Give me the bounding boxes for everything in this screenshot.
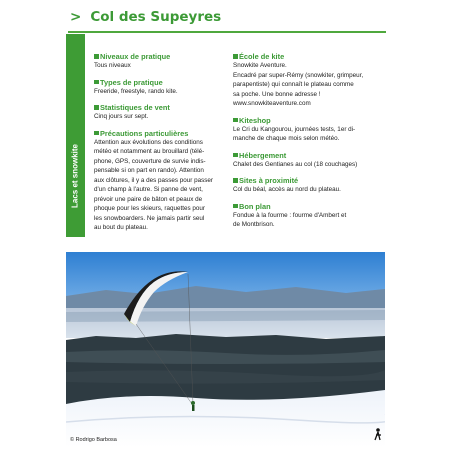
section-heading: Hébergement xyxy=(233,151,378,160)
rider xyxy=(191,401,195,405)
section-heading: Précautions particulières xyxy=(94,129,234,138)
square-bullet-icon xyxy=(233,54,238,59)
section-body: Freeride, freestyle, rando kite. xyxy=(94,87,178,95)
title-text: Col des Supeyres xyxy=(90,9,222,25)
left-column xyxy=(94,52,234,240)
photo-credit: © Rodrigo Barbosa xyxy=(70,437,117,443)
square-bullet-icon xyxy=(94,54,99,59)
snowkite-photo xyxy=(66,252,385,447)
section-heading: Kiteshop xyxy=(233,116,378,125)
section-heading: Statistiques de vent xyxy=(94,103,234,112)
section-body: Col du béal, accès au nord du plateau. xyxy=(233,186,341,193)
website-link: www.snowkiteaventure.com xyxy=(233,100,311,107)
square-bullet-icon xyxy=(233,118,238,123)
section-body: Le Cri du Kangourou, journées tests, 1er di- manche de chaque mois selon météo. xyxy=(233,125,356,142)
section-heading: Niveaux de pratique xyxy=(94,52,234,61)
chevron-right-icon: > xyxy=(70,9,82,25)
section-precautions xyxy=(94,129,234,233)
title-underline xyxy=(68,31,386,33)
section-body: Tous niveaux xyxy=(94,62,131,69)
section-ecole xyxy=(233,52,378,109)
square-bullet-icon xyxy=(94,131,99,136)
section-types xyxy=(94,78,234,97)
section-kiteshop xyxy=(233,116,378,144)
section-heading: Types de pratique xyxy=(94,78,234,87)
section-body: Snowkite Aventure. Encadré par super-Rémy (snowkiter, grimpeur, parapentiste) qui connaît le plateau comme sa poche. Une bonne adresse ! www.snowkiteaventure.com xyxy=(233,62,364,107)
section-bon-plan xyxy=(233,202,378,230)
square-bullet-icon xyxy=(94,105,99,110)
section-niveaux xyxy=(94,52,234,71)
section-body: Chalet des Gentianes au col (18 couchages) xyxy=(233,160,358,168)
sidebar-label: Lacs et snowkite xyxy=(70,143,80,209)
section-body: Attention aux évolutions des conditions météo et notamment au brouillard (télé- phone, GPS, couverture de survie indis- pensable si on part en rando). Attention aux clôtures, il y a des passes pour passer d'un champ à l'autre. Si panne de vent, prévoir une paire de bâton et peaux de phoque pour les skieurs, raquettes pour les snowboarders. Ne jamais partir seul au bout du plateau. xyxy=(94,138,214,231)
square-bullet-icon xyxy=(233,153,238,158)
square-bullet-icon xyxy=(233,204,238,209)
right-column xyxy=(233,52,378,237)
section-statistiques xyxy=(94,103,234,122)
section-sites xyxy=(233,176,378,195)
section-heading: Bon plan xyxy=(233,202,378,211)
section-heading: Sites à proximité xyxy=(233,176,378,185)
square-bullet-icon xyxy=(233,178,238,183)
section-body: Cinq jours sur sept. xyxy=(94,113,149,120)
section-heading: École de kite xyxy=(233,52,378,61)
square-bullet-icon xyxy=(94,80,99,85)
section-hebergement xyxy=(233,151,378,170)
section-body: Fondue à la fourme : fourme d'Ambert et de Montbrison. xyxy=(233,211,347,228)
page-title xyxy=(70,9,221,25)
